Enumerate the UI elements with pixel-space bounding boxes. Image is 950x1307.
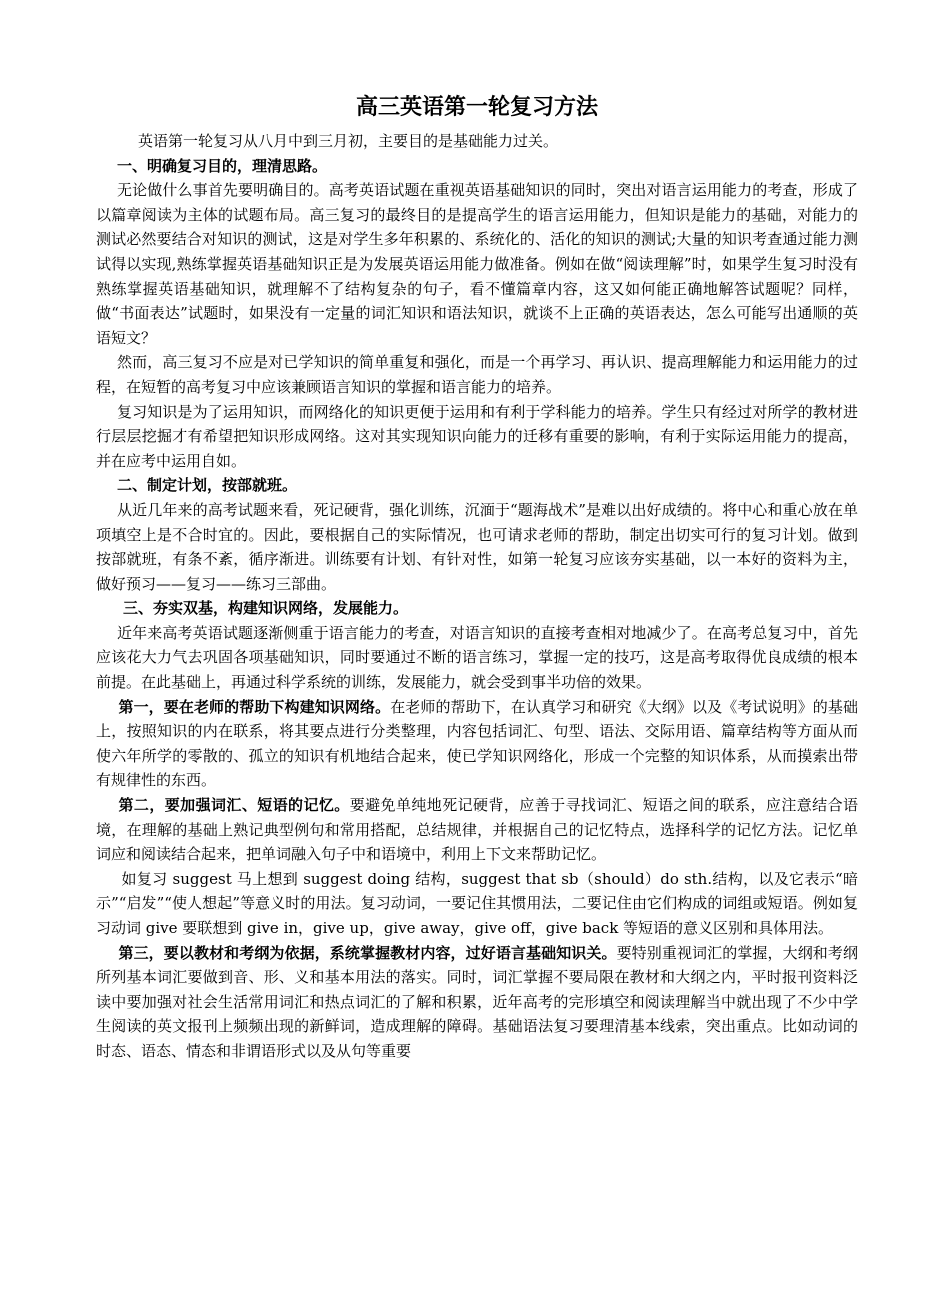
paragraph-6-body: 在老师的帮助下，在认真学习和研究《大纲》以及《考试说明》的基础上，按照知识的内在联系，将其要点进行分类整理，内容包括词汇、句型、语法、交际用语、篇章结构等方面从而使六年所学的零散的、孤立的知识有机地结合起来，使已学知识网络化，形成一个完整的知识体系，从而摸索出带有规律性的东西。	[96, 697, 858, 790]
section-heading-3: 三、夯实双基，构建知识网络，发展能力。	[123, 599, 409, 618]
paragraph-7	[96, 793, 858, 867]
paragraph-2: 然而，高三复习不应是对已学知识的简单重复和强化，而是一个再学习、再认识、提高理解能力和运用能力的过程，在短暂的高考复习中应该兼顾语言知识的掌握和语言能力的培养。	[96, 353, 858, 396]
paragraph-1: 无论做什么事首先要明确目的。高考英语试题在重视英语基础知识的同时，突出对语言运用能力的考查，形成了以篇章阅读为主体的试题布局。高三复习的最终目的是提高学生的语言运用能力，但知识是能力的基础，对能力的测试必然要结合对知识的测试，这是对学生多年积累的、系统化的、活化的知识的测试;大量的知识考查通过能力测试得以实现,熟练掌握英语基础知识正是为发展英语运用能力做准备。例如在做“阅读理解”时，如果学生复习时没有熟练掌握英语基础知识，就理解不了结构复杂的句子，看不懂篇章内容，这又如何能正确地解答试题呢？同样，做“书面表达”试题时，如果没有一定量的词汇知识和语法知识，就谈不上正确的英语表达，怎么可能写出通顺的英语短文？	[96, 181, 858, 347]
paragraph-9	[96, 941, 858, 1064]
paragraph-4: 从近几年来的高考试题来看，死记硬背，强化训练，沉湎于“题海战术”是难以出好成绩的。将中心和重心放在单项填空上是不合时宜的。因此，要根据自己的实际情况，也可请求老师的帮助，制定出切实可行的复习计划。做到按部就班，有条不紊，循序渐进。训练要有计划、有针对性，如第一轮复习应该夯实基础，以一本好的资料为主，做好预习——复习——练习三部曲。	[96, 500, 858, 593]
document-title: 高三英语第一轮复习方法	[355, 95, 598, 120]
paragraph-5: 近年来高考英语试题逐渐侧重于语言能力的考查，对语言知识的直接考查相对地减少了。在高考总复习中，首先应该花大力气去巩固各项基础知识，同时要通过不断的语言练习，掌握一定的技巧，这是高考取得优良成绩的根本前提。在此基础上，再通过科学系统的训练，发展能力，就会受到事半功倍的效果。	[96, 623, 858, 692]
section-heading-1: 一、明确复习目的，理清思路。	[117, 156, 328, 175]
section-heading-2: 二、制定计划，按部就班。	[117, 476, 298, 495]
paragraph-7-lead: 第二，要加强词汇、短语的记忆。	[118, 796, 350, 815]
paragraph-3: 复习知识是为了运用知识，而网络化的知识更便于运用和有利于学科能力的培养。学生只有经过对所学的教材进行层层挖掘才有希望把知识形成网络。这对其实现知识向能力的迁移有重要的影响，有利于实际运用能力的提高，并在应考中运用自如。	[96, 402, 858, 470]
paragraph-7-body: 要避免单纯地死记硬背，应善于寻找词汇、短语之间的联系，应注意结合语境，在理解的基础上熟记典型例句和常用搭配，总结规律，并根据自己的记忆特点，选择科学的记忆方法。记忆单词应和阅读结合起来，把单词融入句子中和语境中，利用上下文来帮助记忆。	[96, 796, 858, 864]
paragraph-6	[96, 695, 858, 793]
document-page	[96, 92, 858, 1064]
intro-paragraph: 英语第一轮复习从八月中到三月初，主要目的是基础能力过关。	[138, 132, 559, 150]
paragraph-9-lead: 第三，要以教材和考纲为依据，系统掌握教材内容，过好语言基础知识关。	[118, 943, 617, 962]
paragraph-6-lead: 第一，要在老师的帮助下构建知识网络。	[118, 697, 391, 716]
paragraph-9-body: 要特别重视词汇的掌握，大纲和考纲所列基本词汇要做到音、形、义和基本用法的落实。同时，词汇掌握不要局限在教材和大纲之内，平时报刊资料泛读中要加强对社会生活常用词汇和热点词汇的了解和积累，近年高考的完形填空和阅读理解当中就出现了不少中学生阅读的英文报刊上频频出现的新鲜词，造成理解的障碍。基础语法复习要理清基本线索，突出重点。比如动词的时态、语态、情态和非谓语形式以及从句等重要	[96, 943, 858, 1060]
paragraph-8: 如复习 suggest 马上想到 suggest doing 结构，suggest that sb（should）do sth.结构，以及它表示“暗示”“启发”“使人想起”等意义时的用法。复习动词，一要记住其惯用法，二要记住由它们构成的词组或短语。例如复习动词 give 要联想到 give in，give up，give away，give off，give back 等短语的意义区别和具体用法。	[96, 869, 858, 937]
